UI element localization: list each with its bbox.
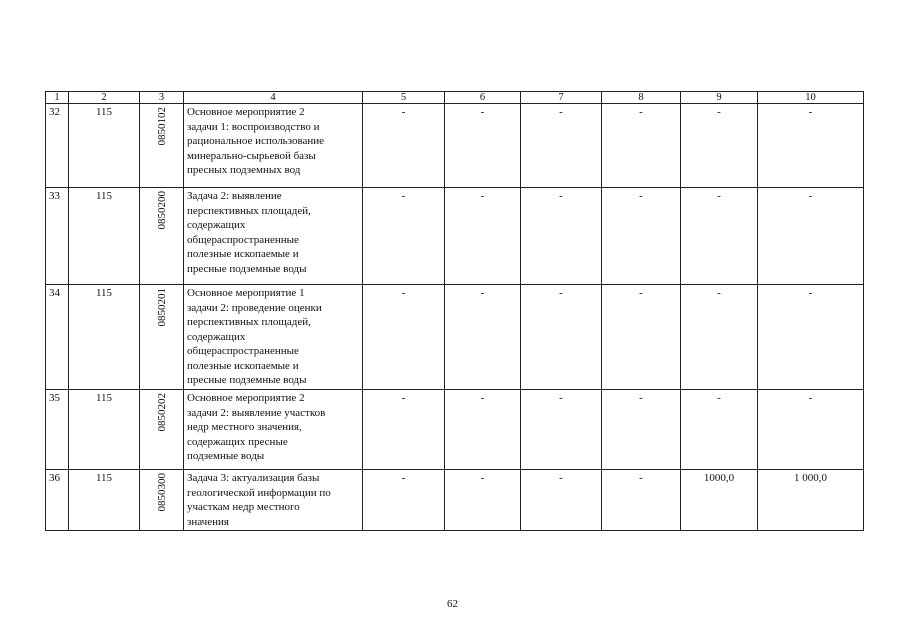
value-cell: - — [602, 470, 681, 531]
row-number: 32 — [46, 104, 69, 188]
value-cell: - — [602, 188, 681, 285]
program-code-cell — [140, 104, 184, 188]
column-header: 5 — [363, 92, 445, 104]
description-line: недр местного значения, — [187, 421, 302, 433]
program-code-cell — [140, 285, 184, 390]
description-line: содержащих пресные — [187, 435, 288, 448]
description-line: общераспространенные — [187, 233, 299, 246]
row-number: 35 — [46, 390, 69, 470]
description-line: содержащих — [187, 330, 246, 343]
column-header: 9 — [681, 92, 758, 104]
column-header: 6 — [445, 92, 521, 104]
value-cell: - — [758, 390, 864, 470]
program-code: 0850102 — [155, 107, 168, 146]
value-cell: - — [681, 285, 758, 390]
value-cell: - — [445, 470, 521, 531]
value-cell: - — [521, 470, 602, 531]
value-cell: - — [758, 104, 864, 188]
description-line: геологической информации по — [187, 486, 331, 499]
page-number: 62 — [447, 598, 458, 610]
description-line: общераспространенные — [187, 345, 299, 357]
value-cell: - — [445, 285, 521, 390]
description-line: участкам недр местного — [187, 501, 300, 513]
description-line: значения — [187, 515, 229, 528]
kbk-code: 115 — [69, 390, 140, 470]
program-code: 0850300 — [155, 473, 168, 512]
description-cell — [184, 470, 363, 531]
description-cell — [184, 390, 363, 470]
description-line: пресные подземные воды — [187, 374, 307, 386]
description-line: содержащих — [187, 219, 246, 231]
value-cell: - — [602, 390, 681, 470]
description-line: перспективных площадей, — [187, 204, 311, 217]
description-line: задачи 1: воспроизводство и — [187, 120, 320, 133]
value-cell: - — [758, 285, 864, 390]
description-line: Основное мероприятие 1 — [187, 287, 305, 299]
value-cell: - — [681, 390, 758, 470]
program-code: 0850201 — [155, 288, 168, 327]
value-cell: - — [681, 104, 758, 188]
description-cell — [184, 188, 363, 285]
column-header: 3 — [140, 92, 184, 104]
table-row — [46, 104, 864, 188]
description-line: полезные ископаемые и — [187, 248, 299, 260]
column-header: 10 — [758, 92, 864, 104]
value-cell: - — [363, 390, 445, 470]
value-cell: - — [363, 188, 445, 285]
table-row — [46, 188, 864, 285]
kbk-code: 115 — [69, 104, 140, 188]
value-cell: - — [363, 470, 445, 531]
column-header: 1 — [46, 92, 69, 104]
value-cell: - — [521, 285, 602, 390]
value-cell: - — [363, 104, 445, 188]
description-line: пресных подземных вод — [187, 164, 301, 176]
value-cell: - — [521, 104, 602, 188]
value-cell: - — [602, 285, 681, 390]
description-line: пресные подземные воды — [187, 262, 307, 275]
description-line: перспективных площадей, — [187, 316, 311, 328]
value-cell: - — [602, 104, 681, 188]
description-line: полезные ископаемые и — [187, 359, 299, 372]
program-code-cell — [140, 188, 184, 285]
value-cell: - — [521, 188, 602, 285]
program-code-cell — [140, 470, 184, 531]
program-code-cell — [140, 390, 184, 470]
value-cell: - — [521, 390, 602, 470]
kbk-code: 115 — [69, 470, 140, 531]
row-number: 33 — [46, 188, 69, 285]
row-number: 36 — [46, 470, 69, 531]
value-cell: - — [445, 390, 521, 470]
value-cell: - — [758, 188, 864, 285]
description-cell — [184, 104, 363, 188]
description-line: задачи 2: проведение оценки — [187, 301, 322, 314]
description-line: минерально-сырьевой базы — [187, 149, 316, 162]
value-cell: - — [445, 104, 521, 188]
table-row — [46, 470, 864, 531]
description-line: Основное мероприятие 2 — [187, 106, 305, 118]
column-header: 4 — [184, 92, 363, 104]
description-line: задачи 2: выявление участков — [187, 406, 326, 419]
value-cell: - — [363, 285, 445, 390]
description-cell — [184, 285, 363, 390]
program-code: 0850200 — [155, 191, 168, 230]
row-number: 34 — [46, 285, 69, 390]
table-row — [46, 390, 864, 470]
kbk-code: 115 — [69, 188, 140, 285]
description-line: подземные воды — [187, 450, 265, 462]
value-cell: - — [681, 188, 758, 285]
table-header-row — [46, 92, 864, 104]
value-cell: 1 000,0 — [758, 470, 864, 531]
program-code: 0850202 — [155, 393, 168, 432]
column-header: 7 — [521, 92, 602, 104]
value-cell: 1000,0 — [681, 470, 758, 531]
budget-table — [45, 91, 864, 531]
column-header: 8 — [602, 92, 681, 104]
description-line: Задача 3: актуализация базы — [187, 472, 320, 484]
kbk-code: 115 — [69, 285, 140, 390]
description-line: рациональное использование — [187, 135, 325, 147]
table-row — [46, 285, 864, 390]
value-cell: - — [445, 188, 521, 285]
description-line: Задача 2: выявление — [187, 190, 282, 202]
column-header: 2 — [69, 92, 140, 104]
description-line: Основное мероприятие 2 — [187, 392, 305, 404]
